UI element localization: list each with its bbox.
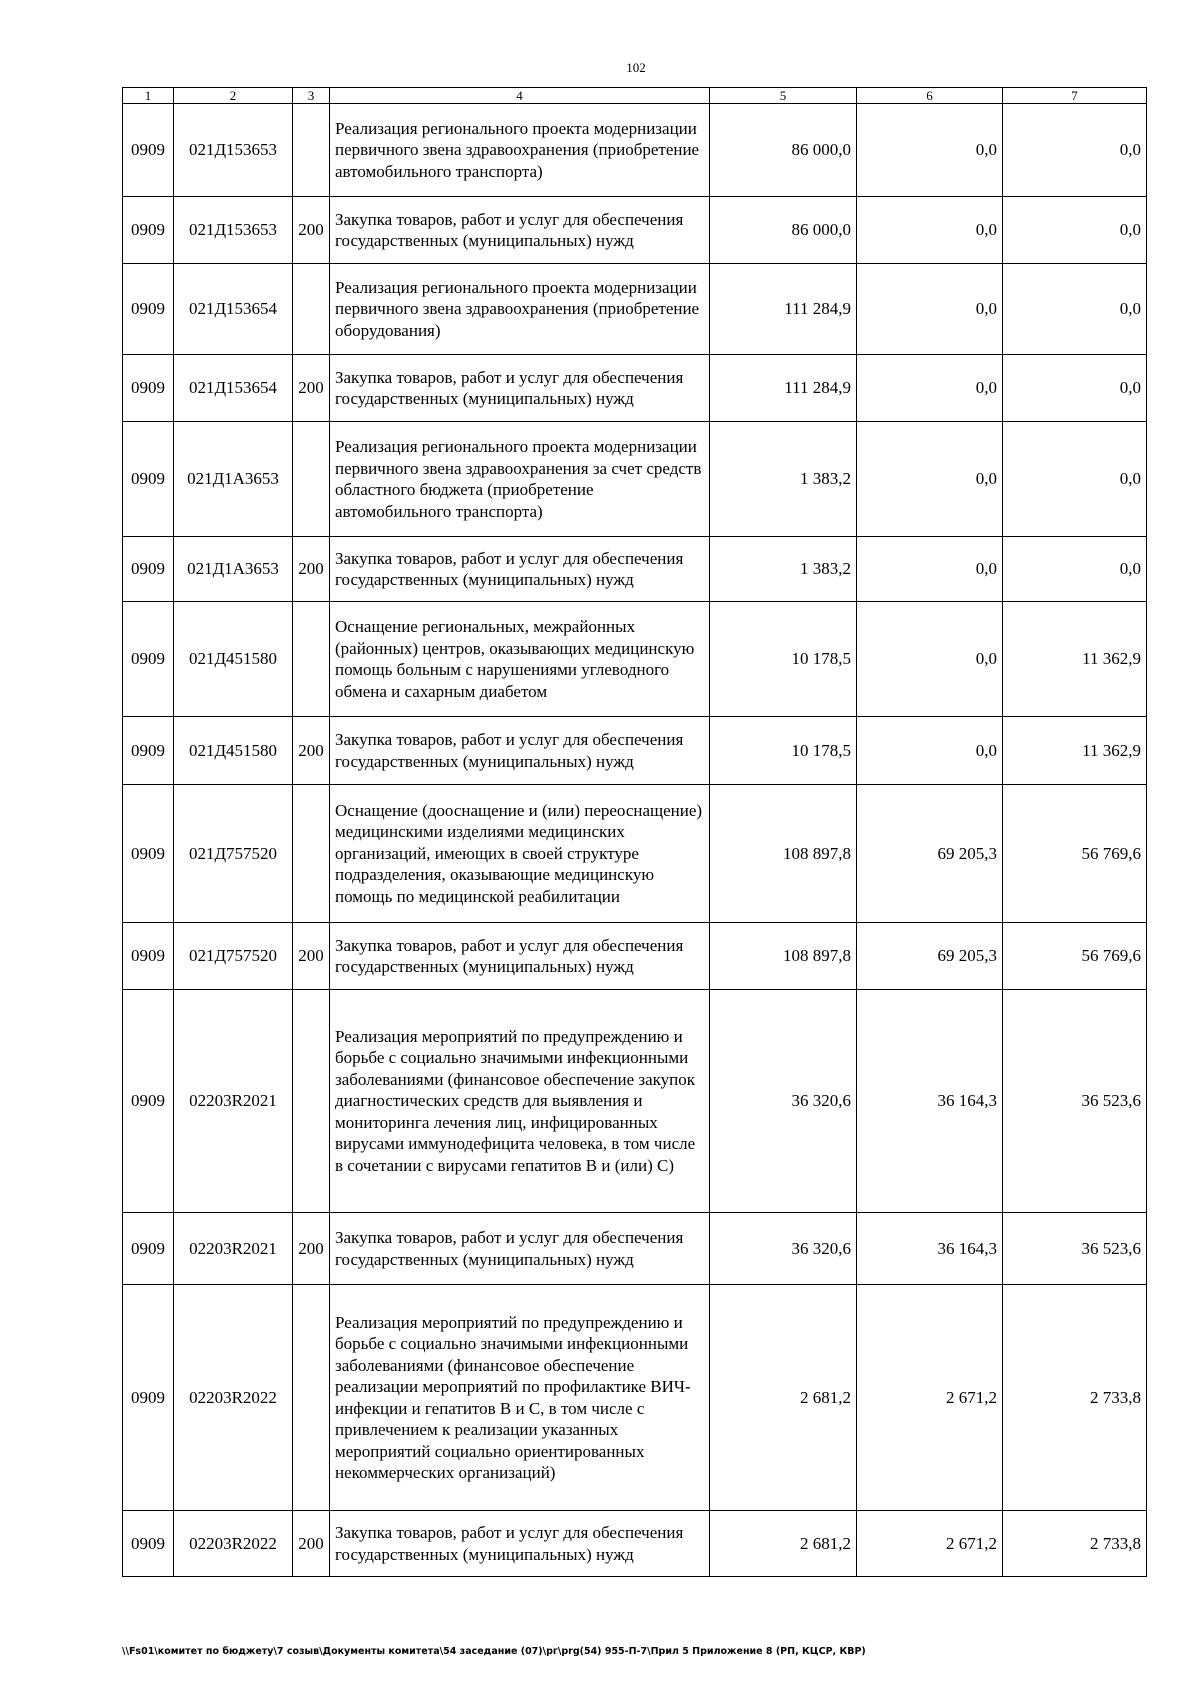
target-article-code-cell: 02203R2021 <box>174 990 293 1213</box>
expense-type-code-cell: 200 <box>293 537 330 602</box>
target-article-code-cell: 02203R2022 <box>174 1511 293 1577</box>
description-cell: Оснащение (дооснащение и (или) переоснащение) медицинскими изделиями медицинских организаций, имеющих в своей структуре подразделения, оказывающие медицинскую помощь по медицинской реабилитации <box>330 785 710 923</box>
description-cell: Закупка товаров, работ и услуг для обеспечения государственных (муниципальных) нужд <box>330 1213 710 1285</box>
section-code-cell: 0909 <box>123 990 174 1213</box>
expense-type-code-cell <box>293 990 330 1213</box>
amount-year3-cell: 56 769,6 <box>1003 785 1147 923</box>
header-col-2: 2 <box>174 88 293 104</box>
amount-year3-cell: 36 523,6 <box>1003 1213 1147 1285</box>
table-row <box>123 1511 1147 1577</box>
target-article-code-cell: 021Д153654 <box>174 264 293 355</box>
expense-type-code-cell: 200 <box>293 197 330 264</box>
description-cell: Оснащение региональных, межрайонных (районных) центров, оказывающих медицинскую помощь больным с нарушениями углеводного обмена и сахарным диабетом <box>330 602 710 717</box>
expense-type-code-cell: 200 <box>293 1511 330 1577</box>
amount-year3-cell: 0,0 <box>1003 104 1147 197</box>
expense-type-code-cell <box>293 1285 330 1511</box>
description-cell: Реализация мероприятий по предупреждению и борьбе с социально значимыми инфекционными заболеваниями (финансовое обеспечение закупок диагностических средств для выявления и мониторинга лечения лиц, инфицированных вирусами иммунодефицита человека, в том числе в сочетании с вирусами гепатитов В и (или) С) <box>330 990 710 1213</box>
amount-year2-cell: 2 671,2 <box>857 1511 1003 1577</box>
section-code-cell: 0909 <box>123 1511 174 1577</box>
amount-year3-cell: 11 362,9 <box>1003 717 1147 785</box>
amount-year3-cell: 56 769,6 <box>1003 923 1147 990</box>
description-cell: Реализация регионального проекта модернизации первичного звена здравоохранения (приобретение автомобильного транспорта) <box>330 104 710 197</box>
table-row <box>123 197 1147 264</box>
table-row <box>123 717 1147 785</box>
target-article-code-cell: 02203R2021 <box>174 1213 293 1285</box>
description-cell: Реализация мероприятий по предупреждению и борьбе с социально значимыми инфекционными заболеваниями (финансовое обеспечение реализации мероприятий по профилактике ВИЧ-инфекции и гепатитов В и С, в том числе с привлечением к реализации указанных мероприятий социально ориентированных некоммерческих организаций) <box>330 1285 710 1511</box>
header-col-1: 1 <box>123 88 174 104</box>
amount-year2-cell: 0,0 <box>857 602 1003 717</box>
header-col-3: 3 <box>293 88 330 104</box>
amount-year2-cell: 0,0 <box>857 717 1003 785</box>
amount-year2-cell: 2 671,2 <box>857 1285 1003 1511</box>
section-code-cell: 0909 <box>123 1285 174 1511</box>
header-col-7: 7 <box>1003 88 1147 104</box>
table-row <box>123 1285 1147 1511</box>
section-code-cell: 0909 <box>123 785 174 923</box>
section-code-cell: 0909 <box>123 1213 174 1285</box>
page-number: 102 <box>626 60 646 75</box>
target-article-code-cell: 021Д1А3653 <box>174 537 293 602</box>
target-article-code-cell: 021Д451580 <box>174 717 293 785</box>
expense-type-code-cell <box>293 422 330 537</box>
description-cell: Закупка товаров, работ и услуг для обеспечения государственных (муниципальных) нужд <box>330 197 710 264</box>
section-code-cell: 0909 <box>123 197 174 264</box>
amount-year1-cell: 1 383,2 <box>710 537 857 602</box>
table-row <box>123 422 1147 537</box>
expense-type-code-cell <box>293 264 330 355</box>
amount-year2-cell: 0,0 <box>857 537 1003 602</box>
amount-year1-cell: 108 897,8 <box>710 923 857 990</box>
expense-type-code-cell <box>293 602 330 717</box>
amount-year1-cell: 2 681,2 <box>710 1285 857 1511</box>
amount-year2-cell: 36 164,3 <box>857 1213 1003 1285</box>
section-code-cell: 0909 <box>123 923 174 990</box>
amount-year3-cell: 11 362,9 <box>1003 602 1147 717</box>
amount-year1-cell: 36 320,6 <box>710 990 857 1213</box>
target-article-code-cell: 021Д1А3653 <box>174 422 293 537</box>
amount-year1-cell: 111 284,9 <box>710 355 857 422</box>
table-row <box>123 537 1147 602</box>
section-code-cell: 0909 <box>123 104 174 197</box>
amount-year2-cell: 0,0 <box>857 197 1003 264</box>
amount-year1-cell: 10 178,5 <box>710 717 857 785</box>
table-row <box>123 785 1147 923</box>
table-row <box>123 355 1147 422</box>
amount-year2-cell: 69 205,3 <box>857 923 1003 990</box>
target-article-code-cell: 021Д153653 <box>174 197 293 264</box>
table-row <box>123 602 1147 717</box>
amount-year1-cell: 111 284,9 <box>710 264 857 355</box>
description-cell: Закупка товаров, работ и услуг для обеспечения государственных (муниципальных) нужд <box>330 355 710 422</box>
expense-type-code-cell <box>293 785 330 923</box>
budget-table <box>122 87 1147 1577</box>
section-code-cell: 0909 <box>123 537 174 602</box>
target-article-code-cell: 021Д153654 <box>174 355 293 422</box>
column-number-header-row <box>123 88 1147 104</box>
table-row <box>123 923 1147 990</box>
amount-year1-cell: 108 897,8 <box>710 785 857 923</box>
footer-file-path: \\Fs01\комитет по бюджету\7 созыв\Документы комитета\54 заседание (07)\рг\prg(54) 955-П-7\Прил 5 Приложение 8 (РП, КЦСР, КВР) <box>122 1646 866 1657</box>
amount-year3-cell: 0,0 <box>1003 422 1147 537</box>
target-article-code-cell: 021Д153653 <box>174 104 293 197</box>
expense-type-code-cell: 200 <box>293 1213 330 1285</box>
target-article-code-cell: 021Д757520 <box>174 785 293 923</box>
section-code-cell: 0909 <box>123 422 174 537</box>
table-row <box>123 1213 1147 1285</box>
amount-year2-cell: 0,0 <box>857 104 1003 197</box>
target-article-code-cell: 02203R2022 <box>174 1285 293 1511</box>
amount-year1-cell: 1 383,2 <box>710 422 857 537</box>
table-row <box>123 104 1147 197</box>
header-col-6: 6 <box>857 88 1003 104</box>
amount-year1-cell: 2 681,2 <box>710 1511 857 1577</box>
header-col-4: 4 <box>330 88 710 104</box>
description-cell: Закупка товаров, работ и услуг для обеспечения государственных (муниципальных) нужд <box>330 1511 710 1577</box>
section-code-cell: 0909 <box>123 355 174 422</box>
expense-type-code-cell <box>293 104 330 197</box>
amount-year3-cell: 0,0 <box>1003 355 1147 422</box>
amount-year1-cell: 86 000,0 <box>710 104 857 197</box>
expense-type-code-cell: 200 <box>293 923 330 990</box>
amount-year1-cell: 86 000,0 <box>710 197 857 264</box>
section-code-cell: 0909 <box>123 717 174 785</box>
amount-year2-cell: 36 164,3 <box>857 990 1003 1213</box>
description-cell: Закупка товаров, работ и услуг для обеспечения государственных (муниципальных) нужд <box>330 717 710 785</box>
amount-year3-cell: 2 733,8 <box>1003 1285 1147 1511</box>
target-article-code-cell: 021Д451580 <box>174 602 293 717</box>
amount-year1-cell: 36 320,6 <box>710 1213 857 1285</box>
table-row <box>123 990 1147 1213</box>
description-cell: Закупка товаров, работ и услуг для обеспечения государственных (муниципальных) нужд <box>330 537 710 602</box>
amount-year3-cell: 0,0 <box>1003 197 1147 264</box>
expense-type-code-cell: 200 <box>293 355 330 422</box>
amount-year3-cell: 0,0 <box>1003 264 1147 355</box>
amount-year3-cell: 0,0 <box>1003 537 1147 602</box>
description-cell: Реализация регионального проекта модернизации первичного звена здравоохранения за счет средств областного бюджета (приобретение автомобильного транспорта) <box>330 422 710 537</box>
amount-year2-cell: 0,0 <box>857 355 1003 422</box>
section-code-cell: 0909 <box>123 264 174 355</box>
expense-type-code-cell: 200 <box>293 717 330 785</box>
amount-year3-cell: 36 523,6 <box>1003 990 1147 1213</box>
amount-year1-cell: 10 178,5 <box>710 602 857 717</box>
amount-year2-cell: 69 205,3 <box>857 785 1003 923</box>
amount-year2-cell: 0,0 <box>857 422 1003 537</box>
table-row <box>123 264 1147 355</box>
section-code-cell: 0909 <box>123 602 174 717</box>
header-col-5: 5 <box>710 88 857 104</box>
description-cell: Реализация регионального проекта модернизации первичного звена здравоохранения (приобретение оборудования) <box>330 264 710 355</box>
amount-year2-cell: 0,0 <box>857 264 1003 355</box>
target-article-code-cell: 021Д757520 <box>174 923 293 990</box>
description-cell: Закупка товаров, работ и услуг для обеспечения государственных (муниципальных) нужд <box>330 923 710 990</box>
amount-year3-cell: 2 733,8 <box>1003 1511 1147 1577</box>
